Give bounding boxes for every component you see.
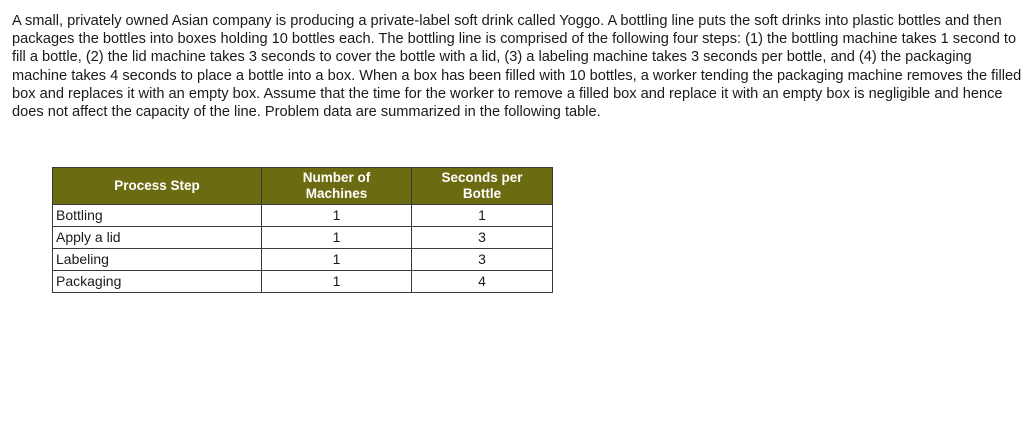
table-row: [53, 271, 553, 293]
cell-process-step: Bottling: [53, 205, 262, 227]
cell-seconds-per-bottle: 3: [412, 227, 553, 249]
cell-number-of-machines: 1: [262, 205, 412, 227]
process-data-table: [52, 167, 553, 293]
header-seconds-line1: Seconds per: [441, 170, 523, 185]
header-machines-line2: Machines: [305, 186, 368, 201]
header-machines-line1: Number of: [302, 170, 371, 185]
cell-process-step: Labeling: [53, 249, 262, 271]
header-seconds-per-bottle: [412, 168, 553, 205]
cell-seconds-per-bottle: 1: [412, 205, 553, 227]
table-row: [53, 227, 553, 249]
header-number-of-machines: [262, 168, 412, 205]
cell-process-step: Packaging: [53, 271, 262, 293]
cell-number-of-machines: 1: [262, 227, 412, 249]
cell-process-step: Apply a lid: [53, 227, 262, 249]
table-header-row: [53, 168, 553, 205]
table-row: [53, 249, 553, 271]
header-seconds-line2: Bottle: [462, 186, 502, 201]
table-row: [53, 205, 553, 227]
cell-number-of-machines: 1: [262, 271, 412, 293]
cell-number-of-machines: 1: [262, 249, 412, 271]
problem-statement: A small, privately owned Asian company is producing a private-label soft drink called Yoggo. A bottling line puts the soft drinks into plastic bottles and then packages the bottles into boxes holding 10 bottles each. The bottling line is comprised of the following four steps: (1) the bottling machine takes 1 second to fill a bottle, (2) the lid machine takes 3 seconds to cover the bottle with a lid, (3) a labeling machine takes 3 seconds per bottle, and (4) the packaging machine takes 4 seconds to place a bottle into a box. When a box has been filled with 10 bottles, a worker tending the packaging machine removes the filled box and replaces it with an empty box. Assume that the time for the worker to remove a filled box and replace it with an empty box is negligible and hence does not affect the capacity of the line. Problem data are summarized in the following table.: [12, 13, 1022, 121]
header-process-step: Process Step: [53, 168, 262, 205]
cell-seconds-per-bottle: 4: [412, 271, 553, 293]
cell-seconds-per-bottle: 3: [412, 249, 553, 271]
